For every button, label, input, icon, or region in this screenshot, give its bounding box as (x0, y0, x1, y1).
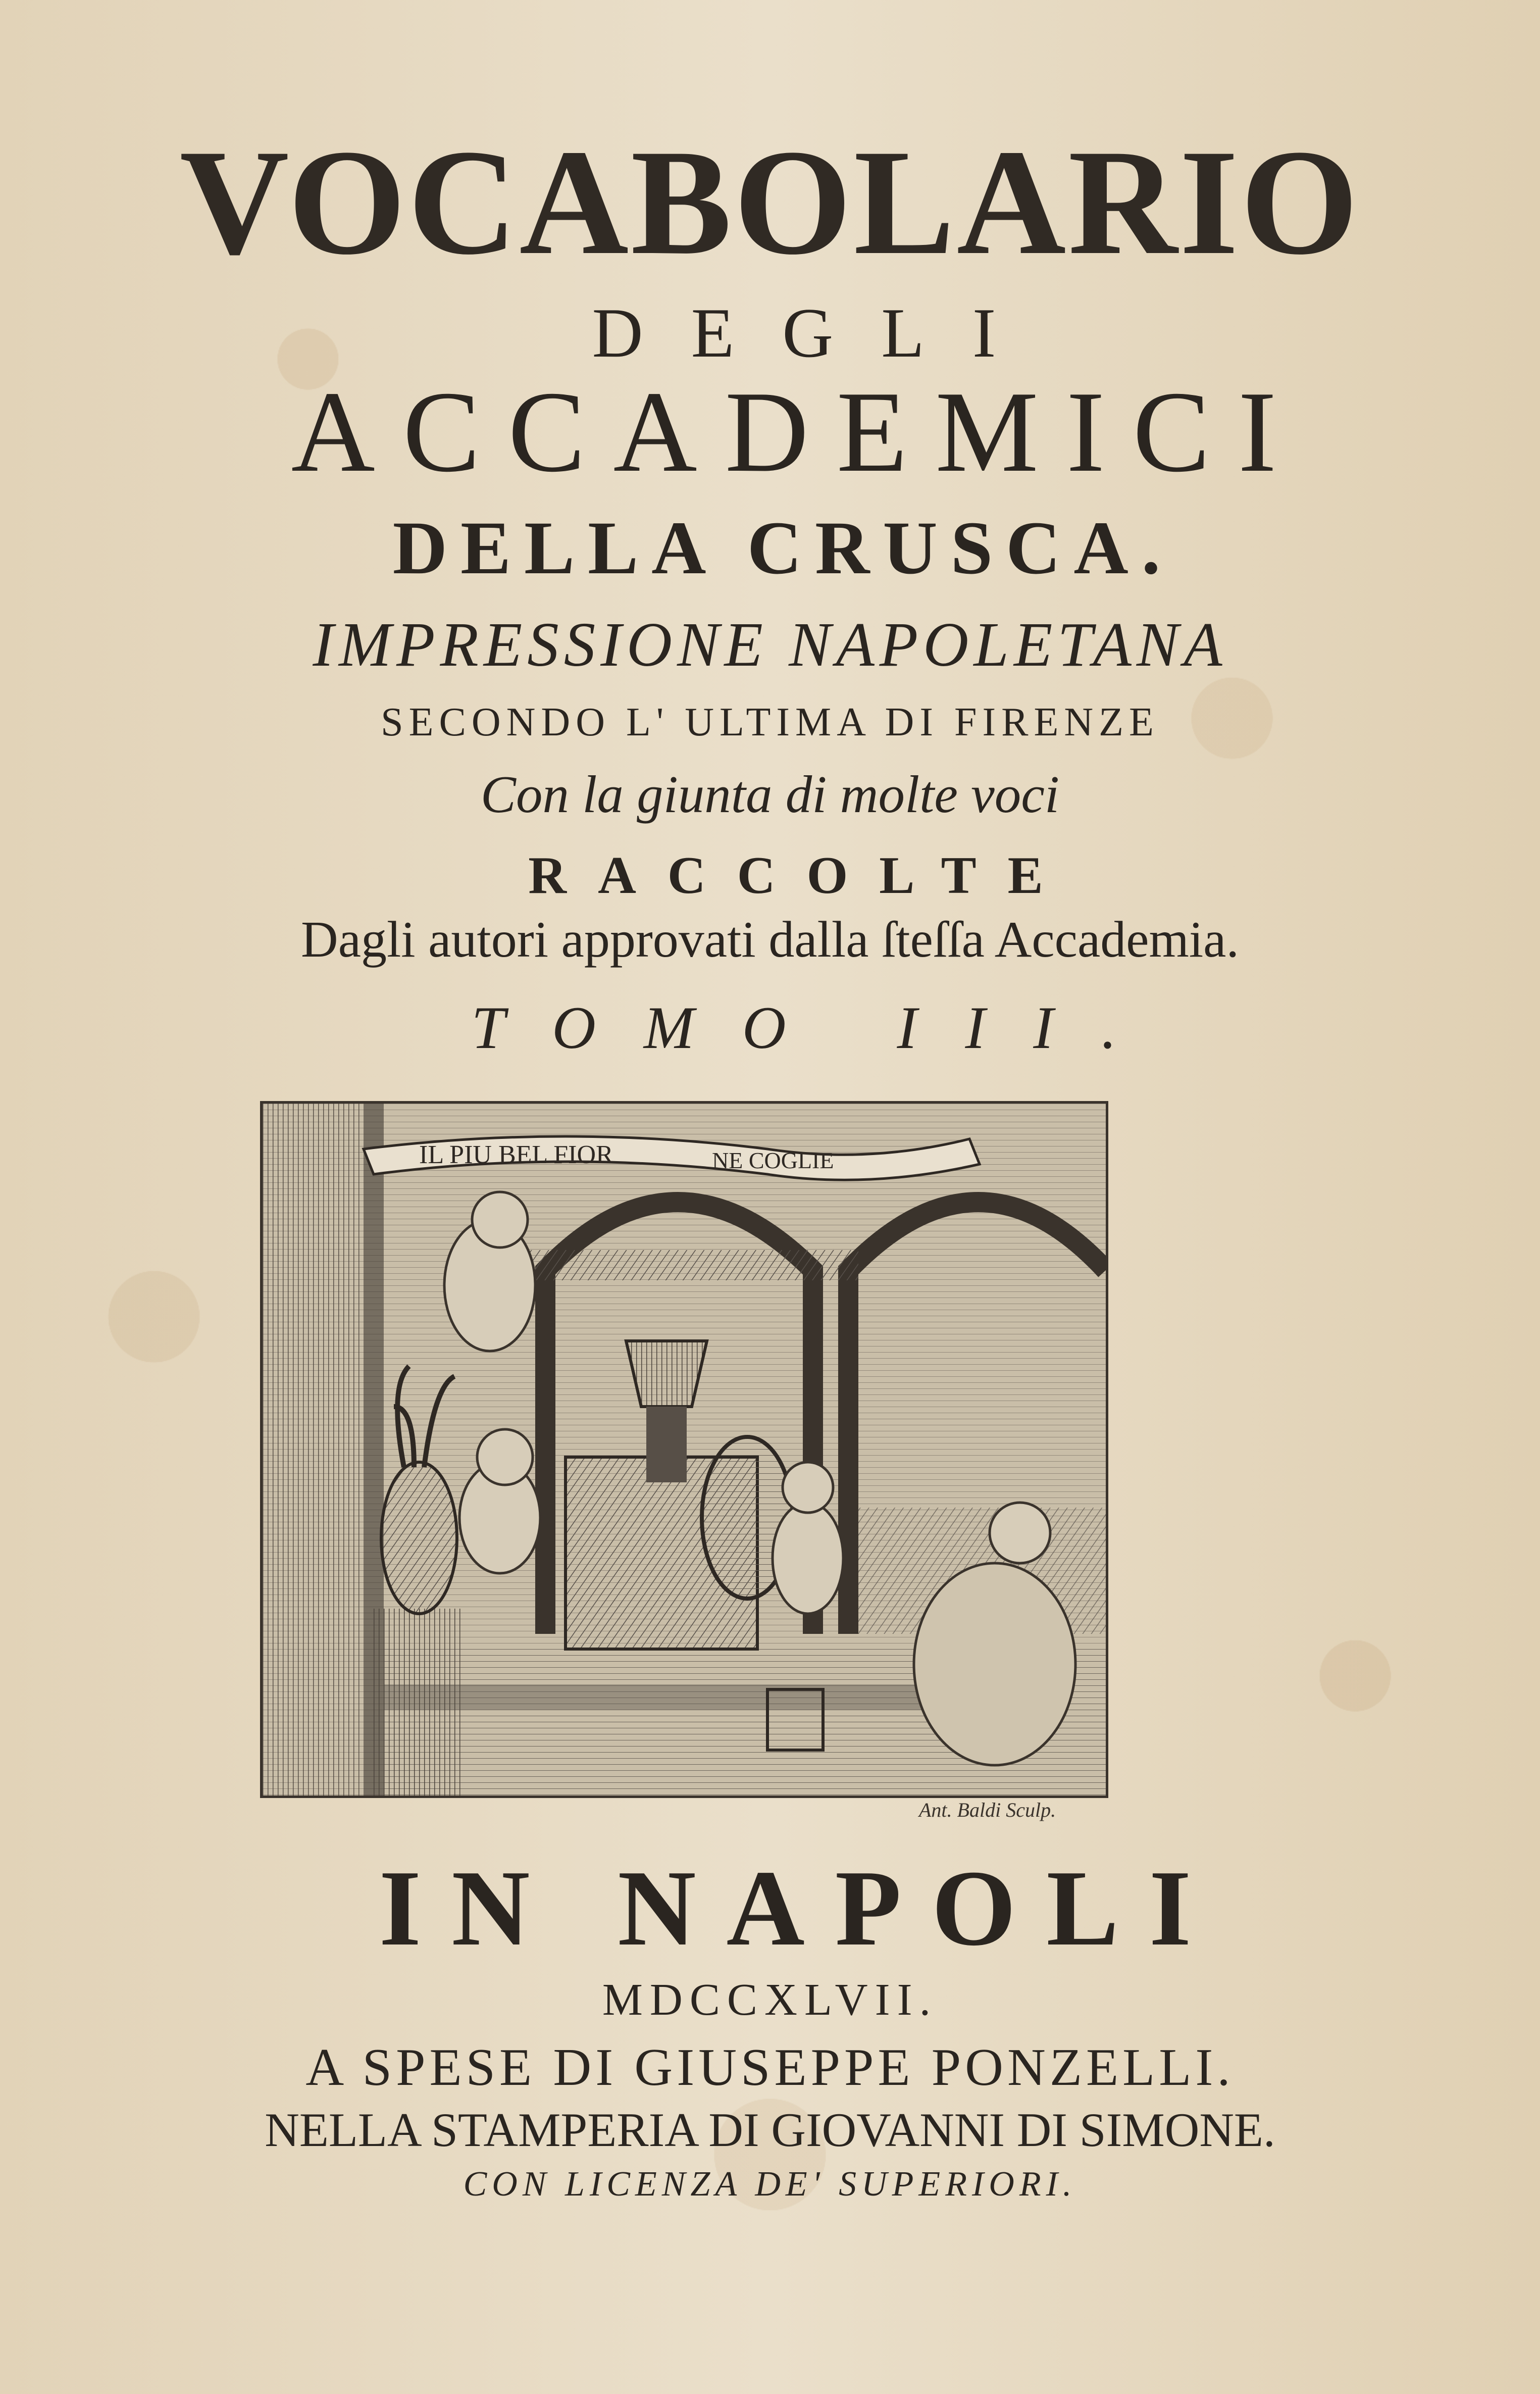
motto-text-2: NE COGLIE (712, 1148, 834, 1173)
imprint-license: CON LICENZA DE' SUPERIORI. (463, 2165, 1077, 2204)
motto-text-1: IL PIU BEL FIOR (419, 1140, 613, 1169)
title-accademici: ACCADEMICI (291, 367, 1305, 496)
imprint-publisher: A SPESE DI GIUSEPPE PONZELLI. (305, 2037, 1235, 2097)
imprint-place: IN NAPOLI (379, 1848, 1222, 1968)
sources-line: Dagli autori approvati dalla ſteſſa Accademia. (301, 911, 1239, 968)
title-vocabolario: VOCABOLARIO (179, 118, 1361, 286)
edition-line: IMPRESSIONE NAPOLETANA (313, 610, 1227, 680)
according-to-line: SECONDO L' ULTIMA DI FIRENZE (381, 700, 1159, 744)
collected-line: RACCOLTE (528, 845, 1074, 905)
additions-line: Con la giunta di molte voci (480, 765, 1060, 824)
imprint-printer: NELLA STAMPERIA DI GIOVANNI DI SIMONE. (265, 2103, 1275, 2157)
volume-line: TOMO III. (471, 994, 1165, 1061)
title-degli: DEGLI (592, 294, 1044, 372)
engraving-plate (260, 1101, 1108, 1798)
engraver-credit: Ant. Baldi Sculp. (919, 1799, 1056, 1821)
imprint-year: MDCCXLVII. (602, 1975, 938, 2025)
title-della-crusca: DELLA CRUSCA. (392, 506, 1174, 590)
engraving-illustration (263, 1104, 1106, 1796)
